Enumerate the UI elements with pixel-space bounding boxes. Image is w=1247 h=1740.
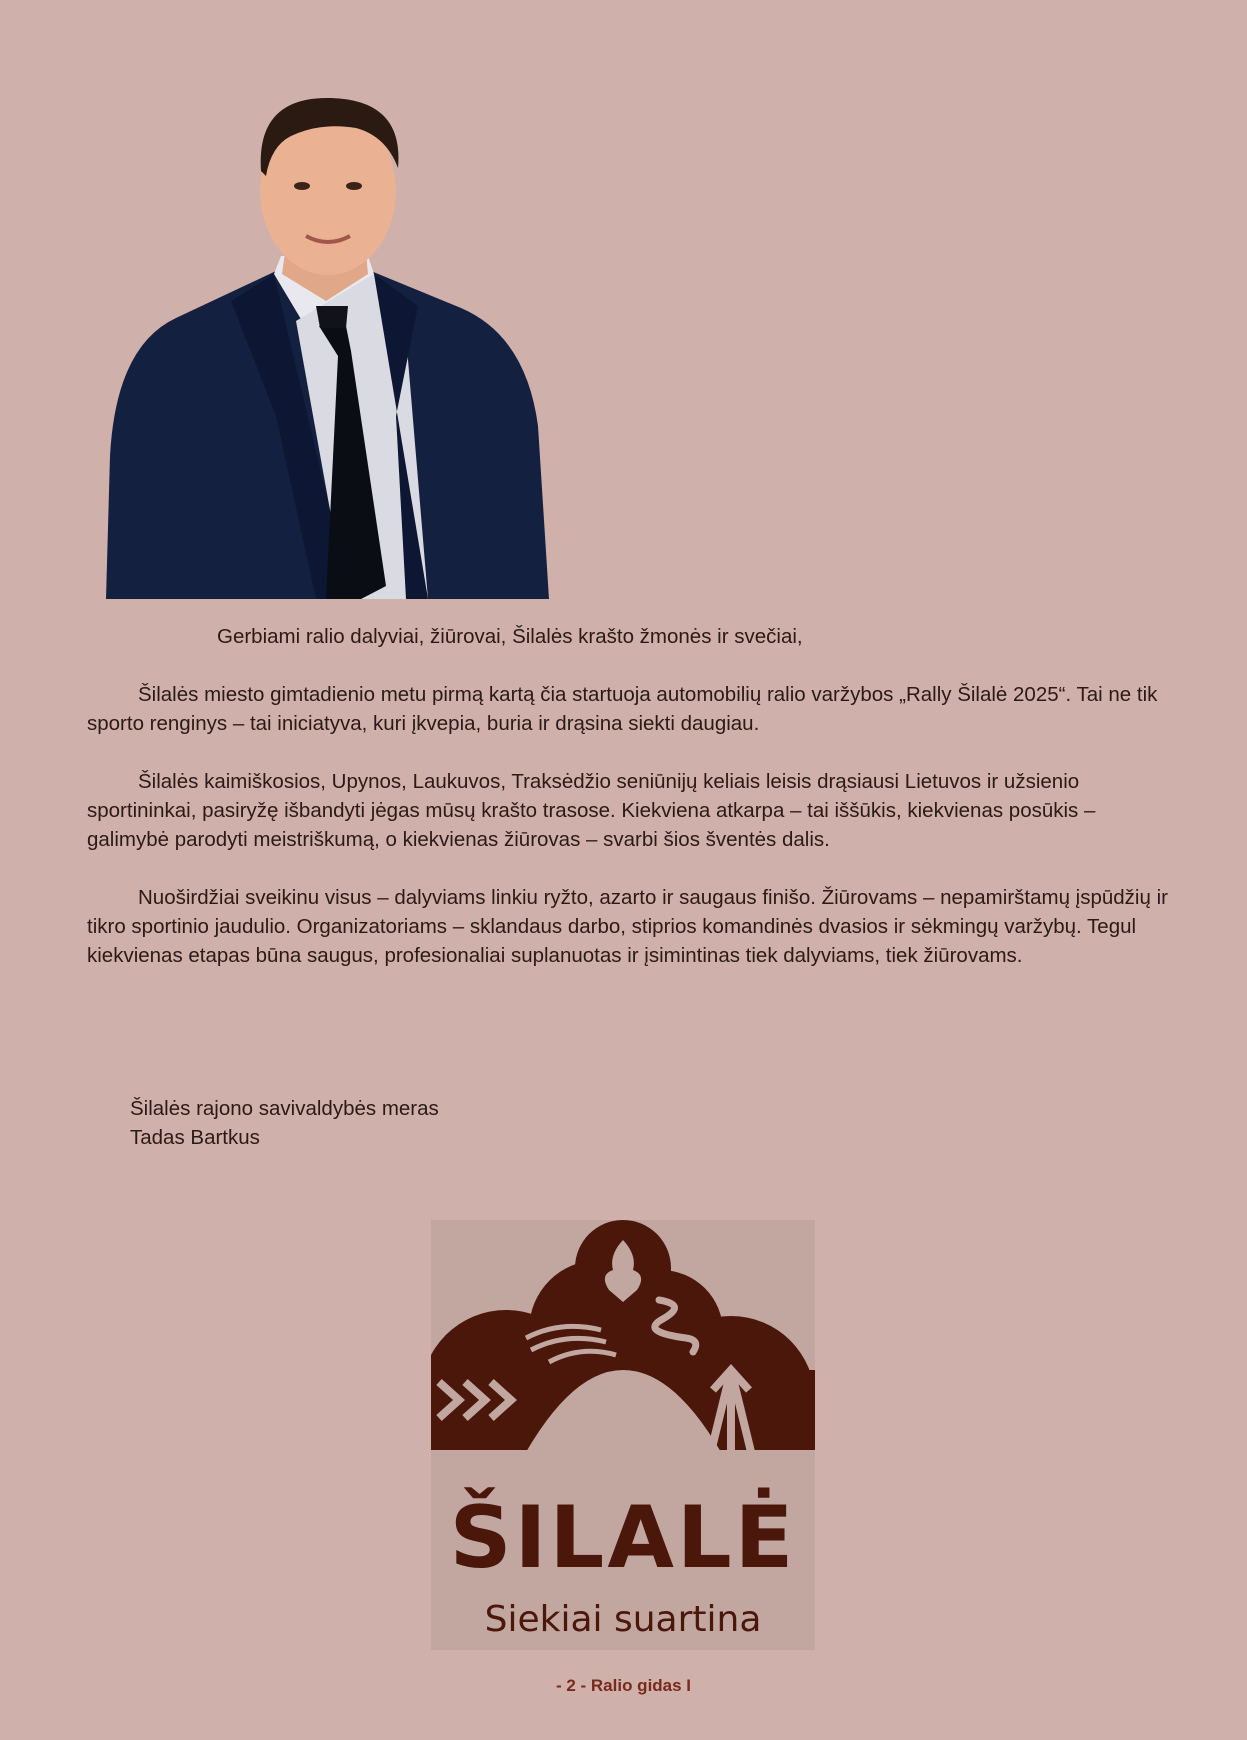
letter-greeting: Gerbiami ralio dalyviai, žiūrovai, Šilalės krašto žmonės ir svečiai, [217,625,803,648]
mayor-portrait [106,96,549,599]
page-footer: - 2 - Ralio gidas I [555,1676,692,1695]
logo-emblem-icon [431,1220,815,1490]
signature-name: Tadas Bartkus [130,1126,260,1149]
signature-title: Šilalės rajono savivaldybės meras [130,1097,439,1120]
letter-paragraph: Nuoširdžiai sveikinu visus – dalyviams linkiu ryžto, azarto ir saugaus finišo. Žiūrovams – nepamirštamų įspūdžių ir tikro sportinio jaudulio. Organizatoriams – sklandaus darbo, stiprios komandinės dvasios ir sėkmingų varžybų. Tegul kiekvienas etapas būna saugus, profesionaliai suplanuotas ir įsimintinas tiek dalyviams, tiek žiūrovams. [87,886,1168,967]
silale-logo [431,1220,815,1650]
signature [130,1094,439,1152]
letter-paragraph: Šilalės miesto gimtadienio metu pirmą kartą čia startuoja automobilių ralio varžybos „Rally Šilalė 2025“. Tai ne tik sporto renginys – tai iniciatyva, kuri įkvepia, buria ir drąsina siekti daugiau. [87,683,1158,735]
logo-tagline: Siekiai suartina [484,1599,762,1640]
logo-wordmark: ŠILALĖ [449,1488,797,1588]
mayor-letter [87,622,1177,999]
letter-paragraph: Šilalės kaimiškosios, Upynos, Laukuvos, Traksėdžio seniūnijų keliais leisis drąsiausi Lietuvos ir užsienio sportininkai, pasiryžę išbandyti jėgas mūsų krašto trasose. Kiekviena atkarpa – tai iššūkis, kiekvienas posūkis – galimybė parodyti meistriškumą, o kiekvienas žiūrovas – svarbi šios šventės dalis. [87,770,1096,851]
